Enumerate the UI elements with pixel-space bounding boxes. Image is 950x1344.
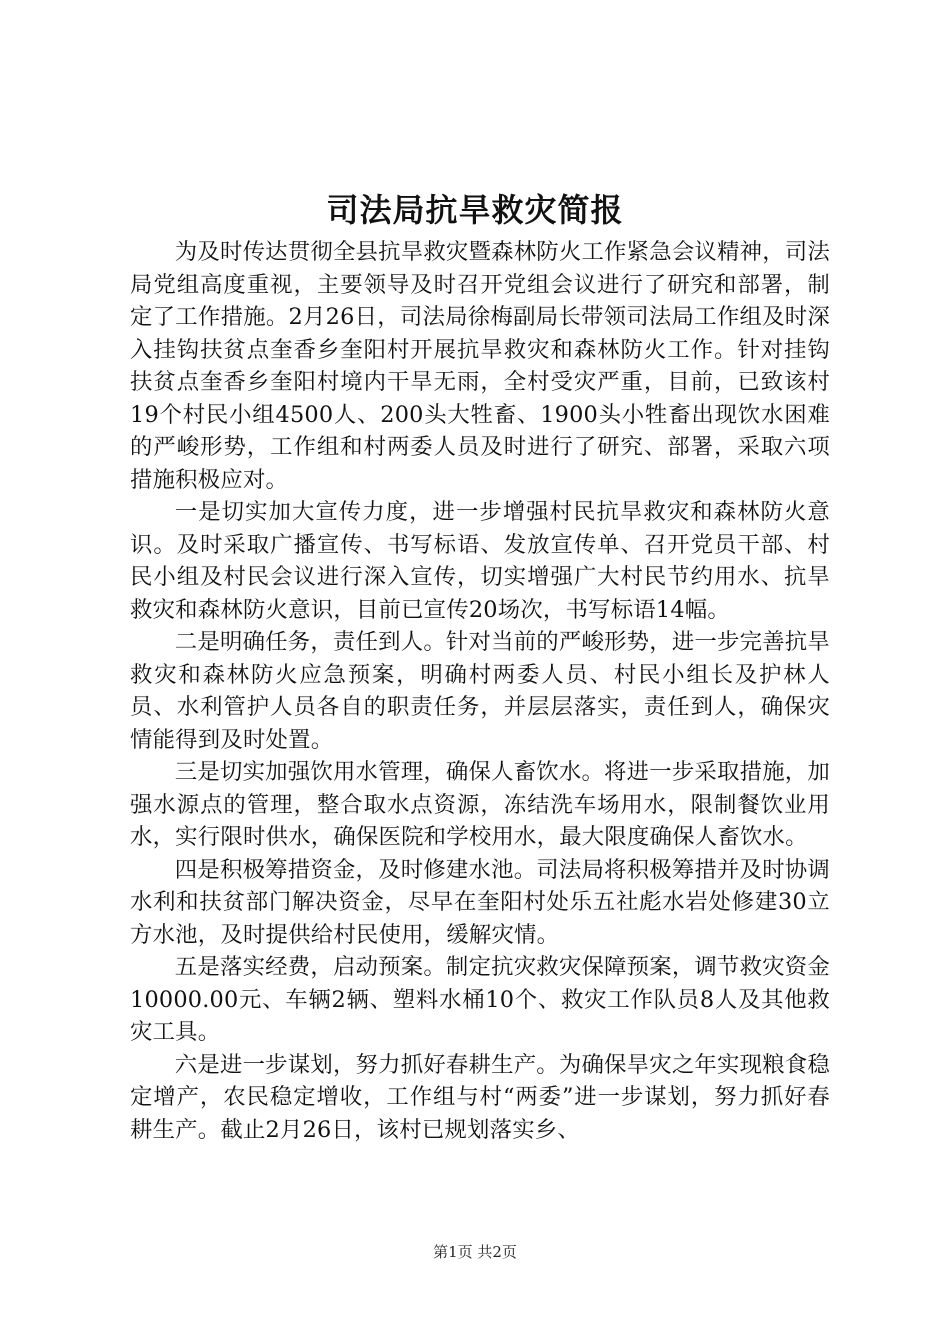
paragraph-measure-5: 五是落实经费，启动预案。制定抗灾救灾保障预案，调节救灾资金10000.00元、车辆2辆、塑料水桶10个、救灾工作队员8人及其他救灾工具。 — [130, 954, 830, 1045]
paragraph-intro: 为及时传达贯彻全县抗旱救灾暨森林防火工作紧急会议精神，司法局党组高度重视，主要领导及时召开党组会议进行了研究和部署，制定了工作措施。2月26日，司法局徐梅副局长带领司法局工作组及时深入挂钩扶贫点奎香乡奎阳村开展抗旱救灾和森林防火工作。针对挂钩扶贫点奎香乡奎阳村境内干旱无雨，全村受灾严重，目前，已致该村19个村民小组4500人、200头大牲畜、1900头小牲畜出现饮水困难的严峻形势，工作组和村两委人员及时进行了研究、部署，采取六项措施积极应对。 — [130, 239, 830, 493]
paragraph-measure-1: 一是切实加大宣传力度，进一步增强村民抗旱救灾和森林防火意识。及时采取广播宣传、书写标语、发放宣传单、召开党员干部、村民小组及村民会议进行深入宣传，切实增强广大村民节约用水、抗旱救灾和森林防火意识，目前已宣传20场次，书写标语14幅。 — [130, 499, 830, 623]
document-title: 司法局抗旱救灾简报 — [326, 191, 624, 229]
paragraph-measure-3: 三是切实加强饮用水管理，确保人畜饮水。将进一步采取措施，加强水源点的管理，整合取水点资源，冻结洗车场用水，限制餐饮业用水，实行限时供水，确保医院和学校用水，最大限度确保人畜饮水。 — [130, 759, 830, 850]
document-body — [130, 236, 830, 1146]
paragraph-measure-2: 二是明确任务，责任到人。针对当前的严峻形势，进一步完善抗旱救灾和森林防火应急预案，明确村两委人员、村民小组长及护林人员、水利管护人员各自的职责任务，并层层落实，责任到人，确保灾情能得到及时处置。 — [130, 629, 830, 753]
paragraph-measure-6: 六是进一步谋划，努力抓好春耕生产。为确保旱灾之年实现粮食稳定增产，农民稳定增收，工作组与村“两委”进一步谋划，努力抓好春耕生产。截止2月26日，该村已规划落实乡、 — [130, 1051, 830, 1143]
paragraph-measure-4: 四是积极筹措资金，及时修建水池。司法局将积极筹措并及时协调水利和扶贫部门解决资金，尽早在奎阳村处乐五社彪水岩处修建30立方水池，及时提供给村民使用，缓解灾情。 — [130, 856, 830, 948]
page-footer: 第1页 共2页 — [433, 1243, 517, 1261]
